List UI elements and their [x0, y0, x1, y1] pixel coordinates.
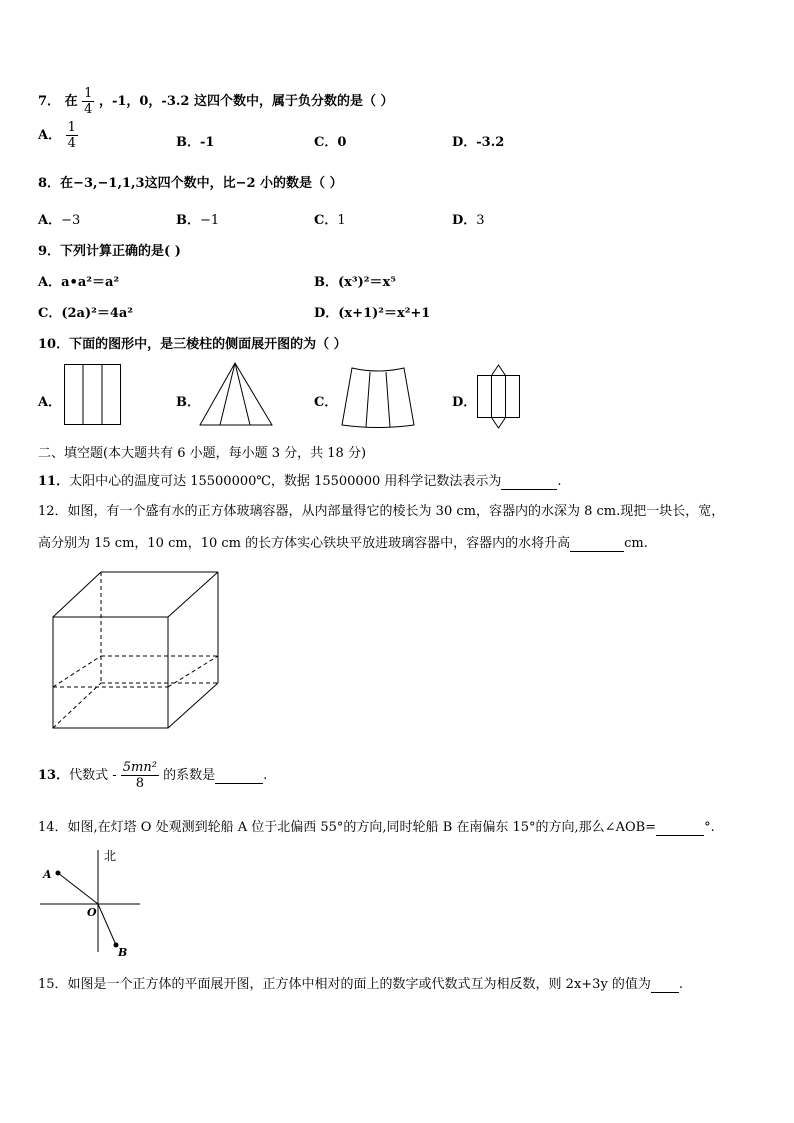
q11-stem: 11．太阳中心的温度可达 15500000℃，数据 15500000 用科学记数法表示为 . [38, 474, 562, 489]
q10-stem: 10．下面的图形中，是三棱柱的侧面展开图的为（ ） [38, 337, 347, 352]
q9-option-c[interactable]: C．(2a)²＝4a² [38, 306, 133, 321]
fraction: $\frac{\text{5mn²}}{8}$ [122, 760, 157, 791]
q9-stem: 9．下列计算正确的是( ) [38, 244, 181, 259]
q9-option-a[interactable]: A．a•a²＝a² [38, 275, 120, 290]
q10-figure-a [64, 364, 122, 426]
fraction: $\frac{1}{4}$ [67, 120, 76, 151]
q7-option-b[interactable]: B．-1 [176, 135, 215, 150]
north-label: 北 [104, 849, 117, 863]
q8-stem: 8．在−3,−1,1,3这四个数中，比−2 小的数是（ ） [38, 176, 343, 191]
q7-option-d[interactable]: D．-3.2 [452, 135, 505, 150]
answer-blank[interactable] [501, 474, 557, 490]
q7-option-a[interactable]: A． $\frac{1}{4}$ [38, 120, 76, 151]
q12-stem-line1: 12．如图，有一个盛有水的正方体玻璃容器，从内部量得它的棱长为 30 cm，容器内的水深为 8 cm.现把一块长，宽， [38, 504, 725, 519]
q14-stem: 14．如图,在灯塔 O 处观测到轮船 A 位于北偏西 55°的方向,同时轮船 B 在南偏东 15°的方向,那么∠AOB= °. [38, 820, 715, 835]
q15-stem: 15．如图是一个正方体的平面展开图，正方体中相对的面上的数字或代数式互为相反数，则 2x+3y 的值为 . [38, 977, 684, 992]
q10-figure-c [340, 366, 416, 428]
section-heading: 二、填空题(本大题共有 6 小题，每小题 3 分，共 18 分) [38, 446, 367, 461]
q9-option-b[interactable]: B．(x³)²＝x⁵ [314, 275, 396, 290]
q9-option-d[interactable]: D．(x+1)²＝x²+1 [314, 306, 431, 321]
q10-figure-b [198, 362, 274, 428]
q12-cube-figure [50, 570, 222, 732]
q13-stem: 13．代数式 - $\frac{\text{5mn²}}{8}$ 的系数是 . [38, 760, 268, 791]
answer-blank[interactable] [570, 536, 624, 552]
answer-blank[interactable] [656, 820, 704, 836]
q8-option-b[interactable]: B．−1 [176, 213, 220, 228]
answer-blank[interactable] [651, 977, 679, 993]
q7-stem: 7． 在 $\frac{1}{4}$ ，-1，0，-3.2 这四个数中，属于负分数的是（ ） [38, 86, 394, 117]
answer-blank[interactable] [215, 768, 263, 784]
point-a-label: A [43, 868, 52, 881]
q10-option-b[interactable]: B． [176, 395, 200, 410]
point-b-label: B [118, 946, 128, 959]
q12-stem-line2: 高分别为 15 cm，10 cm，10 cm 的长方体实心铁块平放进玻璃容器中，容器内的水将升高 cm. [38, 536, 648, 551]
q8-option-d[interactable]: D．3 [452, 213, 485, 228]
q10-option-d[interactable]: D． [452, 395, 477, 410]
q10-option-a[interactable]: A． [38, 395, 62, 410]
point-o-label: O [87, 906, 97, 919]
q8-option-c[interactable]: C．1 [314, 213, 346, 228]
q14-direction-figure [38, 848, 148, 960]
q10-figure-d [474, 362, 524, 432]
q10-option-c[interactable]: C． [314, 395, 338, 410]
q7-option-c[interactable]: C．0 [314, 135, 347, 150]
q8-option-a[interactable]: A．−3 [38, 213, 81, 228]
fraction: $\frac{1}{4}$ [84, 86, 93, 117]
